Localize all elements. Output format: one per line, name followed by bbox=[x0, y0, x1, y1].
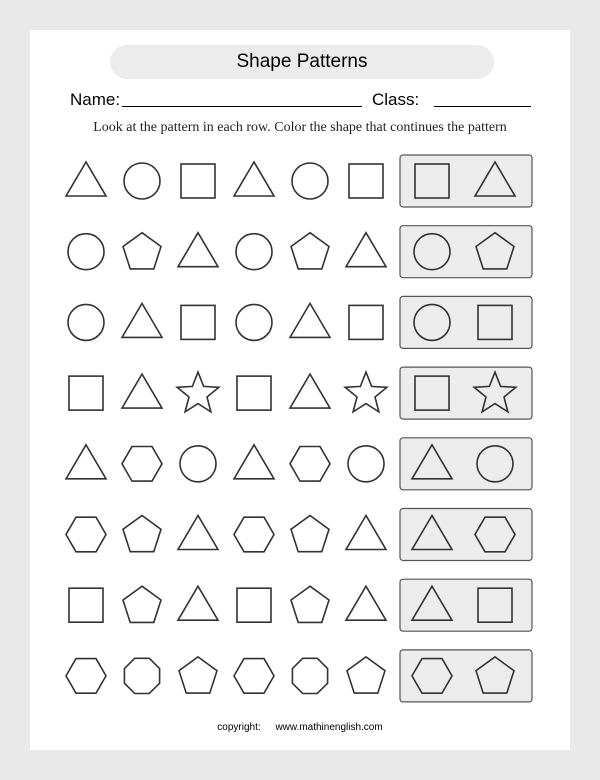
circle-icon bbox=[180, 446, 216, 482]
pattern-row bbox=[69, 579, 532, 631]
circle-icon bbox=[68, 234, 104, 270]
triangle-icon bbox=[122, 374, 162, 408]
triangle-icon bbox=[346, 233, 386, 267]
pattern-row bbox=[66, 155, 532, 207]
square-icon bbox=[237, 588, 271, 622]
hexagon-icon bbox=[234, 659, 274, 694]
pentagon-icon bbox=[179, 657, 217, 693]
star-icon bbox=[177, 372, 219, 412]
circle-icon bbox=[292, 163, 328, 199]
triangle-icon bbox=[66, 162, 106, 196]
circle-icon bbox=[348, 446, 384, 482]
triangle-icon bbox=[234, 162, 274, 196]
hexagon-icon bbox=[66, 659, 106, 694]
pentagon-icon bbox=[347, 657, 385, 693]
website-link[interactable]: www.mathinenglish.com bbox=[275, 722, 383, 733]
triangle-icon bbox=[290, 374, 330, 408]
hexagon-icon bbox=[66, 517, 106, 552]
triangle-icon bbox=[122, 303, 162, 337]
triangle-icon bbox=[346, 586, 386, 620]
pentagon-icon bbox=[291, 586, 329, 622]
circle-icon bbox=[124, 163, 160, 199]
shape-pattern-grid bbox=[30, 30, 570, 720]
triangle-icon bbox=[66, 445, 106, 479]
square-icon bbox=[69, 588, 103, 622]
triangle-icon bbox=[178, 516, 218, 550]
pattern-row bbox=[66, 509, 532, 561]
pentagon-icon bbox=[123, 233, 161, 269]
triangle-icon bbox=[178, 586, 218, 620]
pentagon-icon bbox=[123, 516, 161, 552]
class-label: Class: bbox=[372, 90, 420, 109]
page-title: Shape Patterns bbox=[110, 45, 494, 79]
answer-choices-box bbox=[400, 155, 532, 207]
pattern-row bbox=[66, 438, 532, 490]
octagon-icon bbox=[124, 658, 159, 693]
square-icon bbox=[181, 164, 215, 198]
answer-choices-box bbox=[400, 367, 532, 419]
copyright-label: copyright: bbox=[217, 722, 261, 733]
hexagon-icon bbox=[122, 447, 162, 482]
triangle-icon bbox=[234, 445, 274, 479]
pentagon-icon bbox=[291, 516, 329, 552]
square-icon bbox=[349, 164, 383, 198]
hexagon-icon bbox=[290, 447, 330, 482]
instructions: Look at the pattern in each row. Color the shape that continues the pattern bbox=[93, 120, 507, 135]
square-icon bbox=[181, 305, 215, 339]
circle-icon bbox=[236, 304, 272, 340]
square-icon bbox=[69, 376, 103, 410]
pentagon-icon bbox=[123, 586, 161, 622]
triangle-icon bbox=[178, 233, 218, 267]
footer bbox=[30, 722, 570, 733]
pattern-row bbox=[69, 367, 532, 419]
hexagon-icon bbox=[234, 517, 274, 552]
circle-icon bbox=[68, 304, 104, 340]
name-label: Name: bbox=[70, 90, 121, 109]
star-icon bbox=[345, 372, 387, 412]
square-icon bbox=[237, 376, 271, 410]
pattern-row bbox=[66, 650, 532, 702]
answer-choices-box bbox=[400, 509, 532, 561]
pattern-row bbox=[68, 296, 532, 348]
pattern-row bbox=[68, 226, 532, 278]
triangle-icon bbox=[346, 516, 386, 550]
octagon-icon bbox=[292, 658, 327, 693]
square-icon bbox=[349, 305, 383, 339]
triangle-icon bbox=[290, 303, 330, 337]
pentagon-icon bbox=[291, 233, 329, 269]
worksheet-page bbox=[30, 30, 570, 750]
circle-icon bbox=[236, 234, 272, 270]
